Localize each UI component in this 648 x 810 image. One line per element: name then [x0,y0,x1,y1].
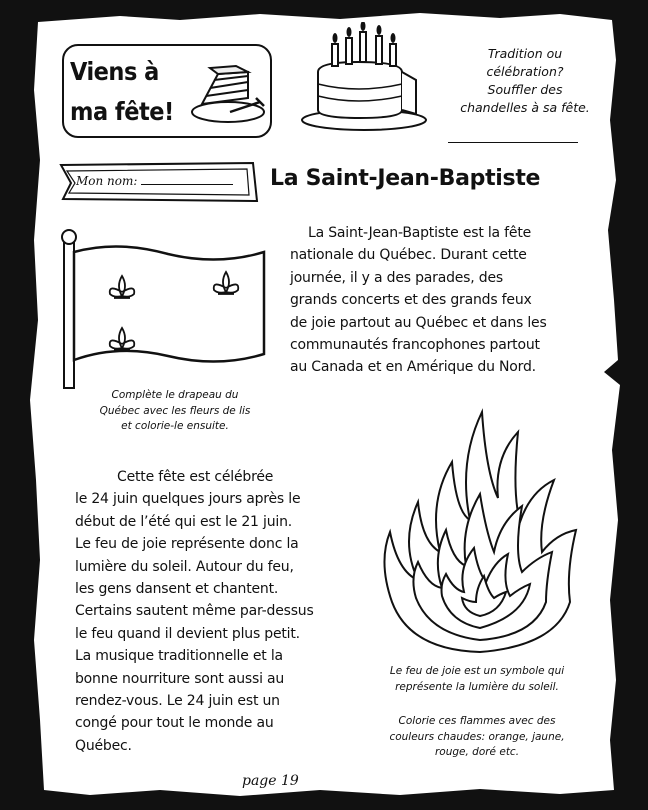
name-label: Mon nom: [76,174,138,188]
bonfire-flames-illustration [370,402,590,657]
intro-paragraph: La Saint-Jean-Baptiste est la fête nationale du Québec. Durant cette journée, il y a des parades, des grands concerts et des grands feux de joie partout au Québec et dans les communautés francophones partout au Canada et en Amérique du Nord. [290,225,547,376]
coloring-instructions: Colorie ces flammes avec des couleurs chaudes: orange, jaune, rouge, doré etc. [389,715,565,758]
quebec-flag-illustration [58,228,272,390]
page-number: page 19 [242,773,299,789]
answer-line[interactable] [448,142,578,143]
cake-slice-icon [188,62,268,128]
fire-caption: Le feu de joie est un symbole qui représente la lumière du soleil. [389,665,565,693]
birthday-cake-icon [298,22,438,132]
name-field[interactable] [76,174,251,188]
flag-caption: Complète le drapeau du Québec avec les fleurs de lis et colorie-le ensuite. [99,389,251,432]
tradition-note: Tradition ou célébration? Souffler des chandelles à sa fête. [460,46,590,115]
party-title: Viens à ma fête! [70,57,174,126]
name-input-line[interactable] [141,174,233,185]
page-title: La Saint-Jean-Baptiste [270,166,541,191]
body-paragraph: Cette fête est célébrée le 24 juin quelques jours après le début de l’été qui est le 21 juin. Le feu de joie représente donc la lumière du soleil. Autour du feu, les gens dansent et chantent. Certains sautent même par-dessus le feu quand il devient plus petit. La musique traditionnelle et la bonne nourriture sont aussi au rendez-vous. Le 24 juin est un congé pour tout le monde au Québec. [75,469,314,754]
